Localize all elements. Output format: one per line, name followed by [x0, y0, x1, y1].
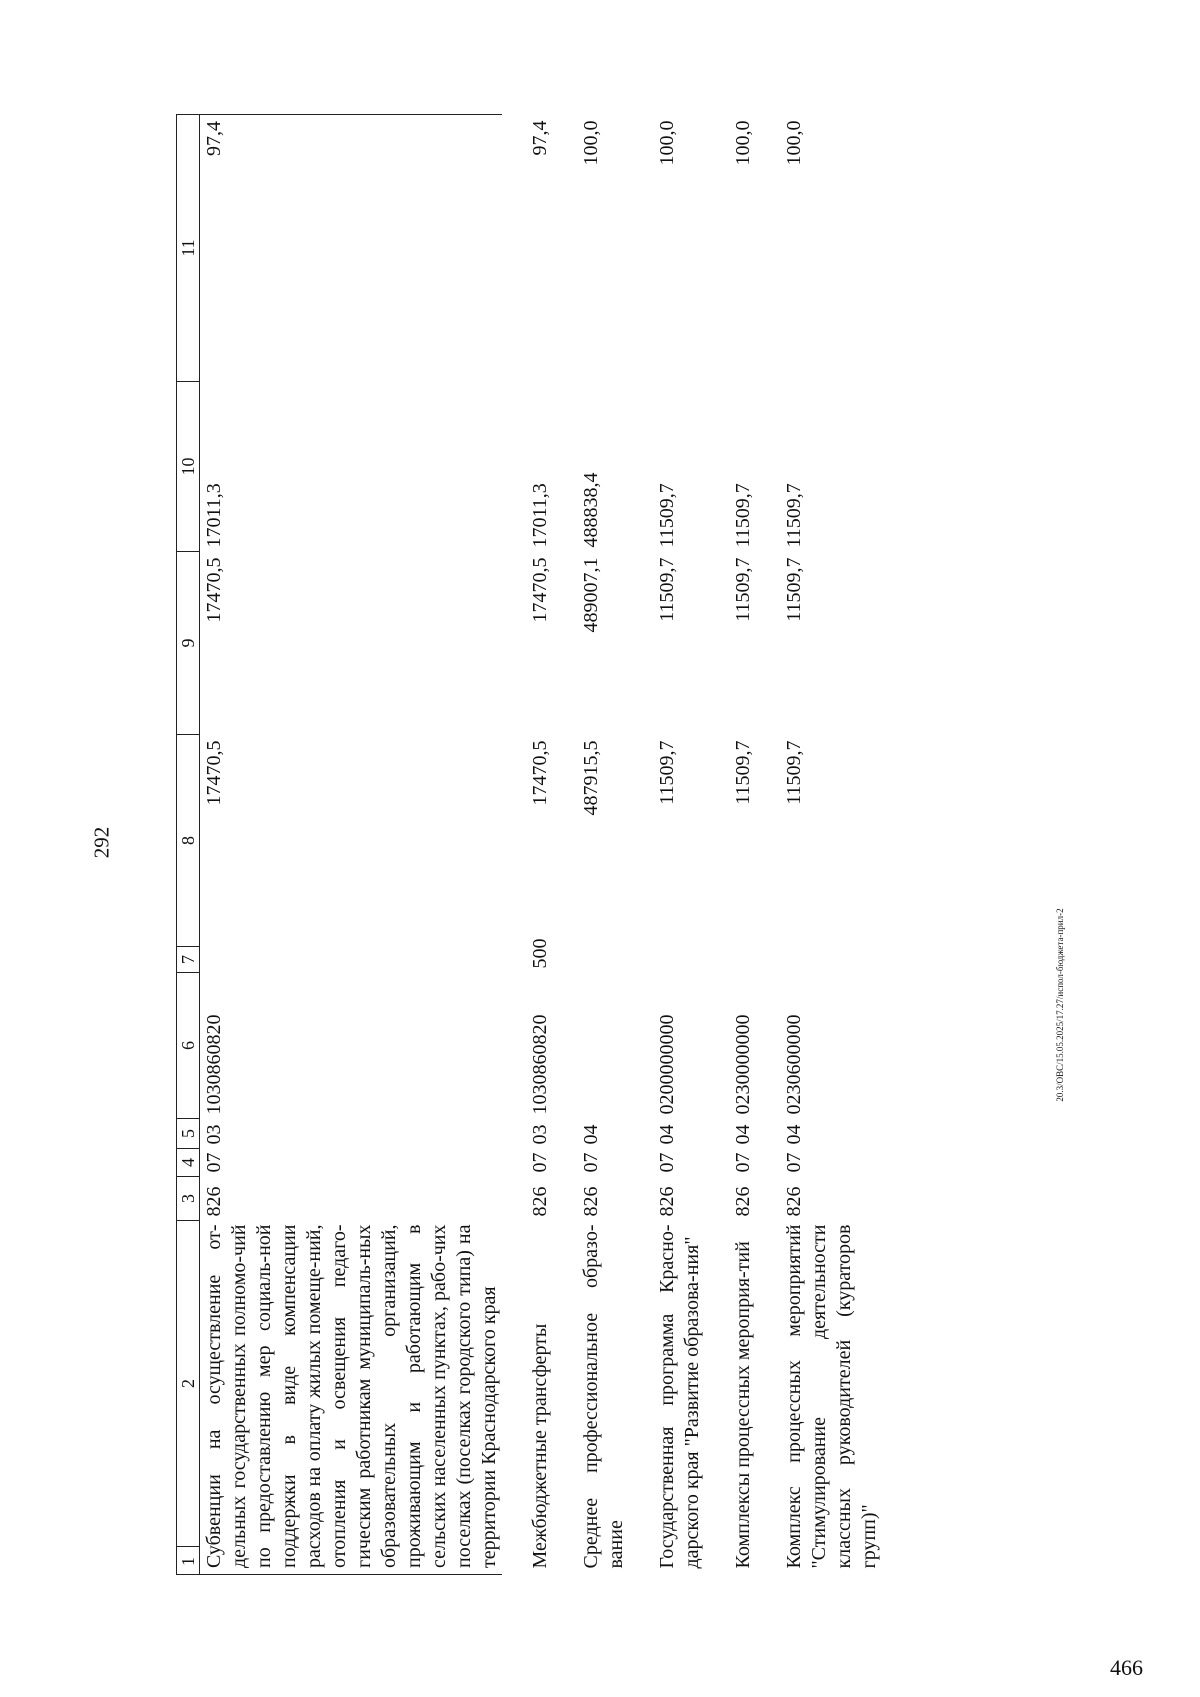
- budget-table: [176, 114, 882, 1575]
- cell-col-7: [780, 947, 882, 973]
- header-col-8: 8: [177, 735, 200, 947]
- cell-col-10: 488838,4: [580, 472, 602, 548]
- cell-col-9: 17470,5: [203, 557, 225, 623]
- page-number-top: 292: [89, 826, 114, 859]
- cell-col-5: 04: [656, 1124, 678, 1145]
- header-col-1: 1: [177, 1547, 200, 1575]
- cell-col-3: 826: [732, 1186, 754, 1217]
- cell-col-8: 17470,5: [529, 740, 551, 806]
- cell-col-7: [577, 947, 629, 973]
- header-col-4: 4: [177, 1149, 200, 1177]
- cell-col-11: 100,0: [580, 120, 602, 166]
- cell-col-6: [577, 973, 629, 1119]
- header-col-9: 9: [177, 552, 200, 735]
- cell-col-5: 03: [529, 1124, 551, 1145]
- cell-col-7: [653, 947, 705, 973]
- cell-col-9: 17470,5: [529, 557, 551, 623]
- cell-col-4: 07: [732, 1152, 754, 1173]
- cell-col-3: 826: [783, 1186, 805, 1217]
- header-col-6: 6: [177, 973, 200, 1119]
- document-stamp: 20.3/ОВС/15.05.2025/17.27/испол-бюджета-прил-2: [1055, 908, 1065, 1102]
- cell-col-10: 11509,7: [783, 483, 805, 548]
- cell-col-5: 04: [580, 1124, 602, 1145]
- header-col-3: 3: [177, 1177, 200, 1221]
- row-name: Комплексы процессных мероприя-тий: [732, 1241, 754, 1569]
- header-col-5: 5: [177, 1119, 200, 1149]
- cell-col-10: 11509,7: [656, 483, 678, 548]
- cell-col-3: 826: [656, 1186, 678, 1217]
- row-name: Среднее профессиональное образо-вание: [580, 1224, 627, 1569]
- cell-col-11: 100,0: [732, 120, 754, 166]
- header-col-10: 10: [177, 382, 200, 552]
- rotated-table-wrapper: [176, 115, 1196, 1575]
- row-name: Субвенции на осуществление от-дельных государственных полномо-чий по предоставлению мер социаль-ной поддержки в виде компенсации расходов на оплату жилых помеще-ний, отопления и освещения педаго-гическим работникам муниципаль-ных образовательных организаций, проживающим и работающим в сельских населенных пунктах, рабо-чих поселках (поселках городского типа) на территории Краснодарского края: [200, 1221, 503, 1575]
- cell-col-4: 07: [783, 1152, 805, 1173]
- cell-col-8: 11509,7: [656, 740, 678, 805]
- cell-col-9: 11509,7: [783, 557, 805, 622]
- cell-col-9: 489007,1: [580, 557, 602, 633]
- row-name: Государственная программа Красно-дарского края "Развитие образова-ния": [656, 1224, 703, 1569]
- cell-col-11: 100,0: [656, 120, 678, 166]
- cell-col-10: 17011,3: [529, 483, 551, 548]
- table-row: [729, 115, 756, 1575]
- cell-col-9: 11509,7: [732, 557, 754, 622]
- cell-col-10: 11509,7: [732, 483, 754, 548]
- cell-col-8: 11509,7: [732, 740, 754, 805]
- row-name: Межбюджетные трансферты: [529, 1323, 551, 1569]
- header-col-7: 7: [177, 947, 200, 973]
- cell-col-3: 826: [580, 1186, 602, 1217]
- cell-col-11: 100,0: [783, 120, 805, 166]
- page-number-bottom: 466: [1110, 1655, 1143, 1680]
- cell-col-3: 826: [203, 1186, 225, 1217]
- table-row: [653, 115, 705, 1575]
- table-row: [200, 115, 503, 1575]
- header-col-2: 2: [177, 1221, 200, 1547]
- cell-col-8: 17470,5: [203, 740, 225, 806]
- table-header: [177, 115, 200, 1575]
- cell-col-5: 04: [783, 1124, 805, 1145]
- cell-col-8: 11509,7: [783, 740, 805, 805]
- cell-col-11: 97,4: [529, 120, 551, 156]
- cell-col-9: 11509,7: [656, 557, 678, 622]
- table-row: [577, 115, 629, 1575]
- cell-col-4: 07: [656, 1152, 678, 1173]
- cell-col-4: 07: [203, 1152, 225, 1173]
- header-col-11: 11: [177, 115, 200, 382]
- cell-col-6: 1030860820: [203, 1014, 225, 1115]
- cell-col-5: 03: [203, 1124, 225, 1145]
- cell-col-8: 487915,5: [580, 740, 602, 816]
- cell-col-3: 826: [529, 1186, 551, 1217]
- cell-col-7: [200, 947, 503, 973]
- table-row: [780, 115, 882, 1575]
- cell-col-7: 500: [529, 938, 551, 969]
- cell-col-6: 0200000000: [656, 1014, 678, 1115]
- cell-col-11: 97,4: [200, 115, 503, 382]
- cell-col-4: 07: [580, 1152, 602, 1173]
- row-name: Комплекс процессных мероприятий "Стимулирование деятельности классных руководителей (кураторов групп)": [783, 1224, 880, 1569]
- cell-col-5: 04: [732, 1124, 754, 1145]
- cell-col-6: 0230000000: [732, 1014, 754, 1115]
- cell-col-6: 1030860820: [529, 1014, 551, 1115]
- cell-col-10: 17011,3: [203, 483, 225, 548]
- cell-col-7: [729, 947, 756, 973]
- cell-col-4: 07: [529, 1152, 551, 1173]
- table-row: [526, 115, 553, 1575]
- cell-col-6: 0230600000: [783, 1014, 805, 1115]
